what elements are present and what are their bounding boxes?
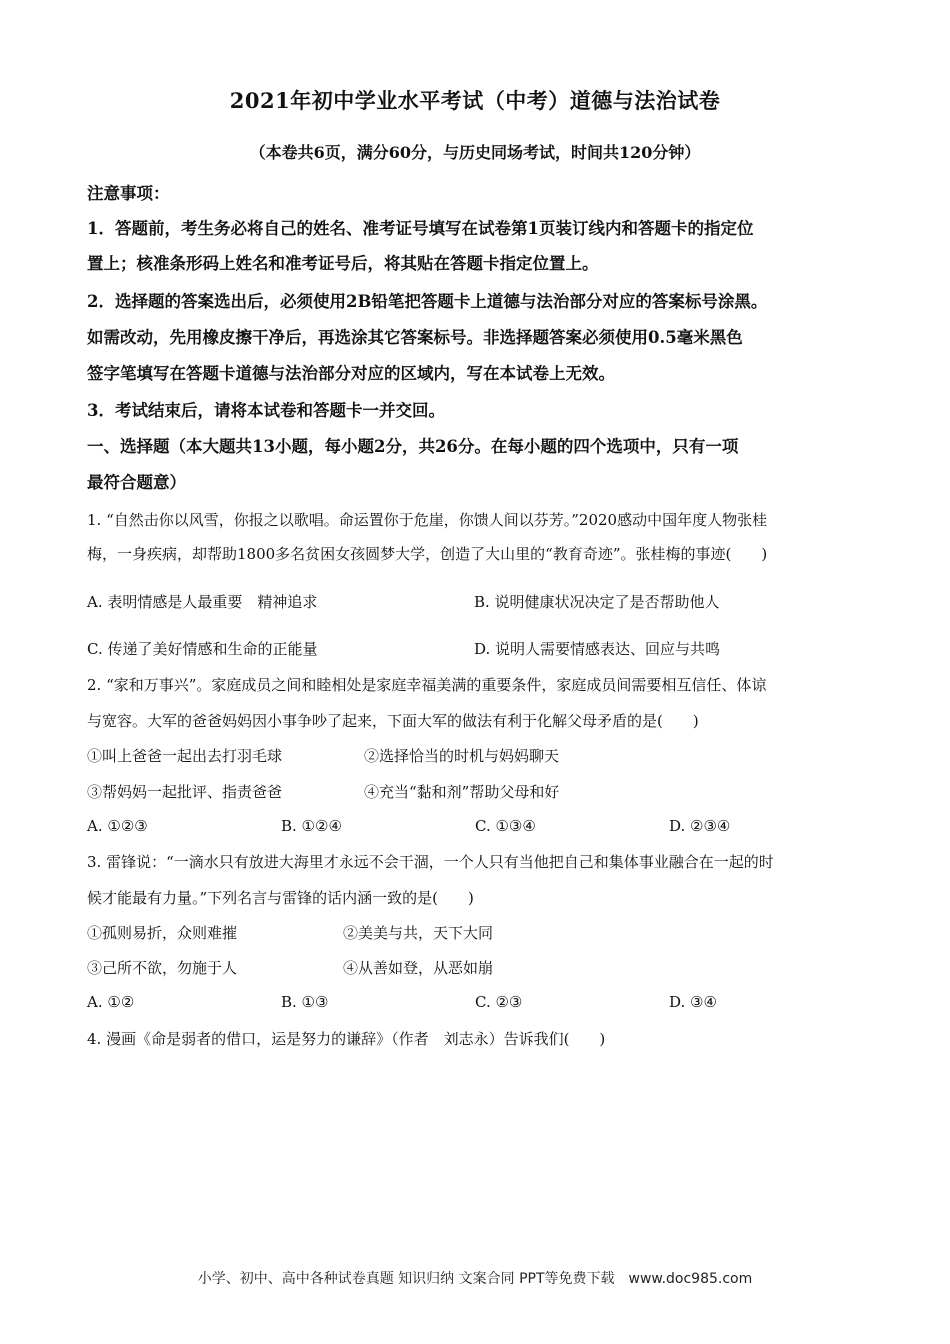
notice-heading: 注意事项： (87, 184, 170, 203)
exam-title: 2021年初中学业水平考试（中考）道德与法治试卷 (229, 88, 721, 113)
page-footer: 小学、初中、高中各种试卷真题 知识归纳 文案合同 PPT等免费下载 www.doc985.com (197, 1271, 753, 1287)
question-2-option-c: C. ①③④ (475, 817, 536, 835)
notice-item-2-line-1: 2．选择题的答案选出后，必须使用2B铅笔把答题卡上道德与法治部分对应的答案标号涂黑。 (87, 292, 768, 311)
notice-item-1-line-2: 置上；核准条形码上姓名和准考证号后，将其贴在答题卡指定位置上。 (87, 254, 599, 273)
question-2-statement-3: ③帮妈妈一起批评、指责爸爸 (87, 783, 283, 801)
question-1-option-c: C. 传递了美好情感和生命的正能量 (87, 640, 318, 658)
question-3-stem-line-2: 候才能最有力量。”下列名言与雷锋的话内涵一致的是( ) (87, 889, 474, 907)
question-1-option-d: D. 说明人需要情感表达、回应与共鸣 (474, 640, 721, 658)
question-3-statement-2: ②美美与共，天下大同 (343, 924, 494, 942)
question-3-option-c: C. ②③ (475, 993, 523, 1011)
question-2-option-d: D. ②③④ (669, 817, 731, 835)
question-2-option-b: B. ①②④ (281, 817, 342, 835)
notice-item-2-line-2: 如需改动，先用橡皮擦干净后，再选涂其它答案标号。非选择题答案必须使用0.5毫米黑色 (87, 328, 743, 347)
notice-item-2-line-3: 签字笔填写在答题卡道德与法治部分对应的区域内，写在本试卷上无效。 (87, 364, 615, 383)
question-1-option-a: A. 表明情感是人最重要 精神追求 (87, 593, 318, 611)
question-3-stem-line-1: 3. 雷锋说：“一滴水只有放进大海里才永远不会干涸，一个人只有当他把自己和集体事业融合在一起的时 (87, 853, 774, 871)
question-4-stem-line-1: 4. 漫画《命是弱者的借口，运是努力的谦辞》（作者 刘志永）告诉我们( ) (87, 1030, 606, 1048)
question-2-statement-4: ④充当“黏和剂”帮助父母和好 (364, 783, 560, 801)
notice-item-1-line-1: 1．答题前，考生务必将自己的姓名、准考证号填写在试卷第1页装订线内和答题卡的指定位 (87, 219, 754, 238)
question-2-statement-1: ①叫上爸爸一起出去打羽毛球 (87, 747, 283, 765)
question-3-statement-1: ①孤则易折，众则难摧 (87, 924, 238, 942)
question-3-option-d: D. ③④ (669, 993, 717, 1011)
question-3-statement-4: ④从善如登，从恶如崩 (343, 959, 494, 977)
question-3-option-b: B. ①③ (281, 993, 329, 1011)
section-1-heading-line-2: 最符合题意） (87, 473, 186, 492)
question-2-stem-line-2: 与宽容。大军的爸爸妈妈因小事争吵了起来，下面大军的做法有利于化解父母矛盾的是( ) (87, 712, 699, 730)
question-1-option-b: B. 说明健康状况决定了是否帮助他人 (474, 593, 720, 611)
question-1-stem-line-2: 梅，一身疾病，却帮助1800多名贫困女孩圆梦大学，创造了大山里的“教育奇迹”。张桂梅的事迹( ) (87, 545, 768, 563)
section-1-heading-line-1: 一、选择题（本大题共13小题，每小题2分，共26分。在每小题的四个选项中，只有一项 (87, 437, 739, 456)
question-3-option-a: A. ①② (87, 993, 135, 1011)
question-3-statement-3: ③己所不欲，勿施于人 (87, 959, 238, 977)
notice-item-3: 3．考试结束后，请将本试卷和答题卡一并交回。 (87, 401, 445, 420)
question-2-option-a: A. ①②③ (87, 817, 148, 835)
question-2-statement-2: ②选择恰当的时机与妈妈聊天 (364, 747, 560, 765)
question-1-stem-line-1: 1. “自然击你以风雪，你报之以歌唱。命运置你于危崖，你馈人间以芬芳。”2020感动中国年度人物张桂 (87, 511, 768, 529)
exam-subtitle: （本卷共6页，满分60分，与历史同场考试，时间共120分钟） (249, 143, 701, 162)
question-2-stem-line-1: 2. “家和万事兴”。家庭成员之间和睦相处是家庭幸福美满的重要条件，家庭成员间需要相互信任、体谅 (87, 676, 767, 694)
